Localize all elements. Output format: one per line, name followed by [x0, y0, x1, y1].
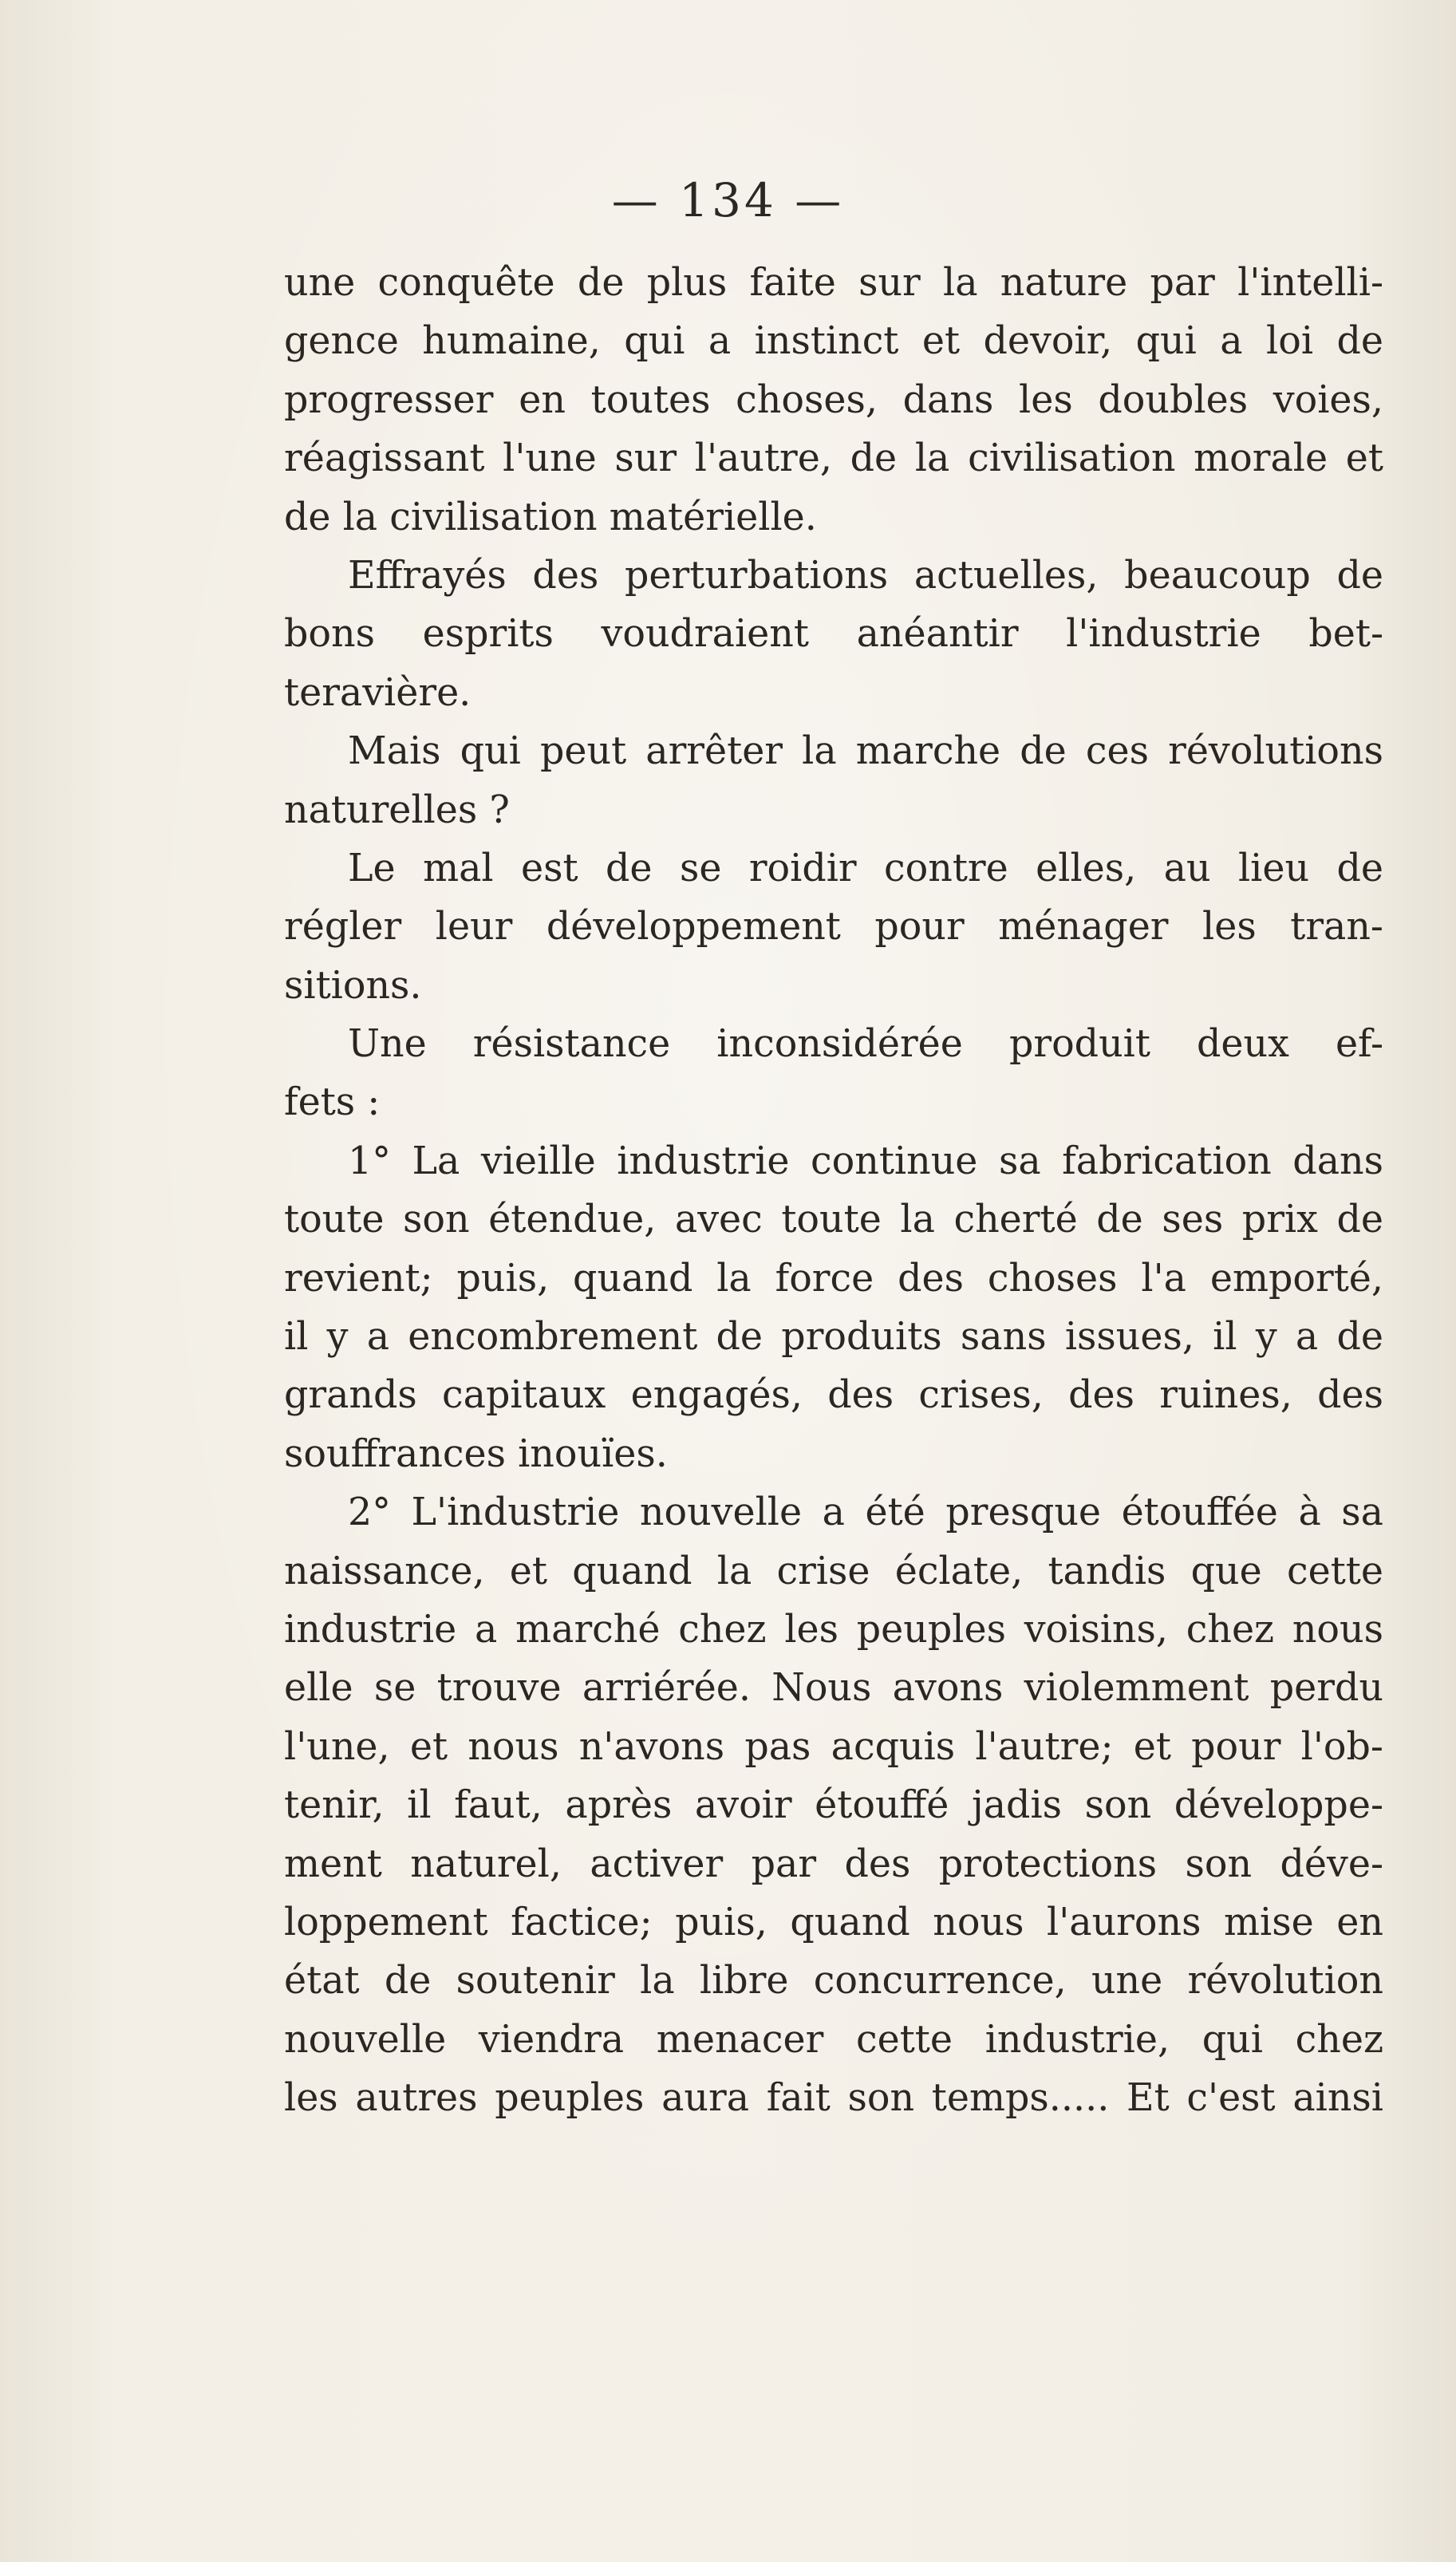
text-line: Une résistance inconsidérée produit deux ef- — [348, 1022, 1383, 1067]
text-line: fets : — [284, 1080, 381, 1125]
text-line: Le mal est de se roidir contre elles, au lieu de — [348, 846, 1383, 890]
text-line: revient; puis, quand la force des choses l'a emporté, — [284, 1256, 1383, 1301]
text-line: 2° L'industrie nouvelle a été presque étouffée à sa — [348, 1490, 1383, 1535]
text-line: Effrayés des perturbations actuelles, beaucoup de — [348, 553, 1383, 598]
text-line: bons esprits voudraient anéantir l'industrie bet- — [284, 612, 1383, 657]
text-line: l'une, et nous n'avons pas acquis l'autre; et pour l'ob- — [284, 1724, 1383, 1769]
text-line: réagissant l'une sur l'autre, de la civilisation morale et — [284, 436, 1383, 481]
text-line: elle se trouve arriérée. Nous avons violemment perdu — [284, 1666, 1383, 1711]
text-line: toute son étendue, avec toute la cherté de ses prix de — [284, 1198, 1383, 1242]
body-text — [284, 254, 1383, 2128]
text-line: progresser en toutes choses, dans les doubles voies, — [284, 377, 1383, 422]
text-line: industrie a marché chez les peuples voisins, chez nous — [284, 1607, 1383, 1652]
text-line: nouvelle viendra menacer cette industrie, qui chez — [284, 2017, 1383, 2062]
text-line: teravière. — [284, 670, 472, 715]
text-line: ment naturel, activer par des protections son déve- — [284, 1842, 1383, 1886]
text-line: gence humaine, qui a instinct et devoir, qui a loi de — [284, 319, 1383, 364]
text-line: de la civilisation matérielle. — [284, 495, 817, 539]
text-line: grands capitaux engagés, des crises, des ruines, des — [284, 1373, 1383, 1418]
text-line: sitions. — [284, 963, 422, 1008]
text-line: état de soutenir la libre concurrence, une révolution — [284, 1959, 1383, 2003]
text-line: naturelles ? — [284, 788, 510, 832]
text-line: tenir, il faut, après avoir étouffé jadis son développe- — [284, 1783, 1383, 1828]
text-line: une conquête de plus faite sur la nature par l'intelli- — [284, 261, 1383, 305]
text-line: régler leur développement pour ménager les tran- — [284, 905, 1383, 949]
text-line: souffrances inouïes. — [284, 1431, 668, 1476]
page-number-header: — 134 — — [611, 173, 845, 227]
text-line: naissance, et quand la crise éclate, tandis que cette — [284, 1549, 1383, 1593]
text-line: les autres peuples aura fait son temps..... Et c'est ainsi — [284, 2076, 1383, 2121]
text-line: 1° La vieille industrie continue sa fabrication dans — [348, 1139, 1383, 1183]
text-line: loppement factice; puis, quand nous l'aurons mise en — [284, 1900, 1383, 1944]
text-line: Mais qui peut arrêter la marche de ces révolutions — [348, 729, 1383, 774]
text-line: il y a encombrement de produits sans issues, il y a de — [284, 1315, 1383, 1360]
